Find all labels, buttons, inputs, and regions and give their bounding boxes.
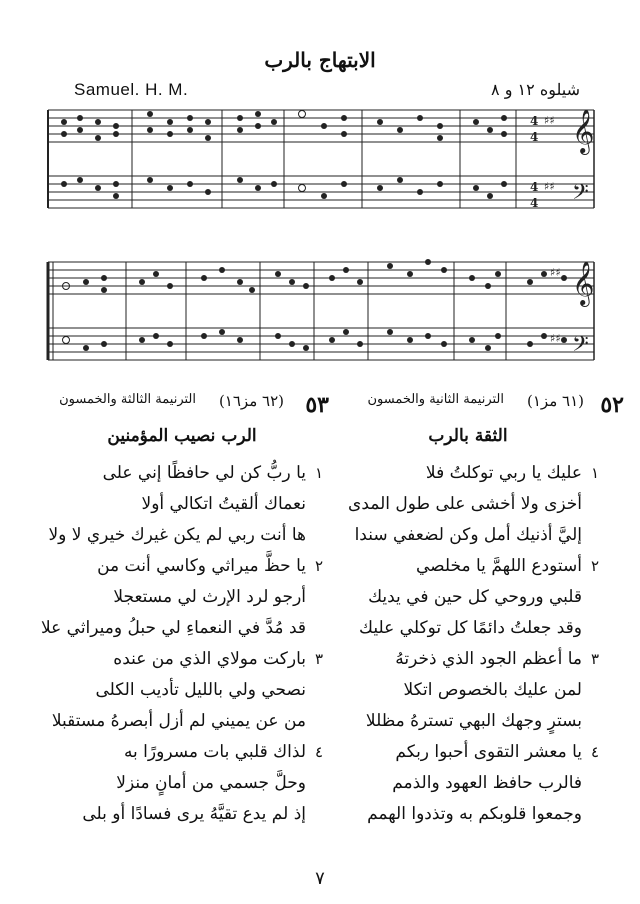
hymn-53-number: ٥٣: [305, 392, 329, 418]
verse-line: لمن عليك بالخصوص اتكلا: [403, 680, 582, 700]
composer-credit: Samuel. H. M.: [74, 80, 189, 99]
verse-line: وحلَّ جسمي من أمانٍ منزلا: [116, 773, 306, 793]
svg-text:4: 4: [530, 180, 539, 194]
svg-text:𝄢: 𝄢: [572, 180, 589, 210]
hymn-headings: [34, 392, 624, 416]
hymn-53-title: الرب نصيب المؤمنين: [107, 426, 257, 446]
stanza-number: ٢: [590, 557, 600, 575]
stanza-number: ٣: [590, 650, 600, 668]
verse-line: أخزى ولا أخشى على طول المدى: [348, 494, 582, 514]
verse-line: أرجو لرد الإرث لي مستعجلا: [113, 587, 306, 607]
stanza-number: ١: [590, 464, 600, 482]
svg-text:4: 4: [530, 114, 539, 128]
verse-line: ما أعظم الجود الذي ذخرتهُ: [395, 649, 582, 669]
verse-line: إليَّ أذنيك أمل وكن لضعفي سندا: [354, 525, 582, 545]
stanza: [32, 458, 332, 551]
verse-line: يا حظَّ ميراثي وكاسي أنت من: [97, 556, 306, 576]
hymn-53-label: الترنيمة الثالثة والخمسون: [59, 392, 196, 407]
stanza-number: ٤: [314, 743, 324, 761]
svg-text:♯♯: ♯♯: [550, 266, 561, 279]
hymn-52-label: الترنيمة الثانية والخمسون: [367, 392, 504, 407]
stanza-number: ٣: [314, 650, 324, 668]
stanza-number: ٤: [590, 743, 600, 761]
svg-text:♯♯: ♯♯: [544, 114, 555, 127]
verse-line: من عن يميني لم أزل أبصرهُ مستقبلا: [51, 711, 306, 731]
stanza: [32, 644, 332, 737]
stanza: [32, 737, 332, 830]
stanza: [32, 551, 332, 644]
verse-line: ها أنت ربي لم يكن غيرك خيري لا ولا: [48, 525, 306, 545]
verse-line: أستودع اللهمَّ يا مخلصي: [415, 556, 582, 576]
stanza: [328, 458, 608, 551]
verse-line: وقد جعلتُ دائمًا كل توكلي عليك: [359, 618, 582, 638]
page-number: ٧: [315, 868, 325, 889]
verse-line: إذ لم يدع تقيَّهُ يرى فسادًا أو بلى: [82, 804, 306, 824]
hymn-52-number: ٥٢: [600, 392, 624, 418]
hymn-52-column: [328, 426, 608, 830]
verse-line: باركت مولاي الذي من عنده: [113, 649, 306, 669]
stanza: [328, 737, 608, 830]
verse-line: فالرب حافظ العهود والذمم: [392, 773, 582, 793]
stanza: [328, 551, 608, 644]
stanza-number: ١: [314, 464, 324, 482]
verse-line: وجمعوا قلوبكم به وتذدوا الهمم: [367, 804, 582, 824]
svg-text:𝄞: 𝄞: [572, 109, 595, 153]
tune-meter: شيلوه ١٢ و ٨: [491, 80, 580, 99]
svg-text:♯♯: ♯♯: [550, 332, 561, 345]
verse-line: يا ربُّ كن لي حافظًا إني على: [102, 463, 306, 483]
verse-line: نعماك ألقيتُ اتكالي أولا: [141, 494, 306, 514]
tune-title: الابتهاج بالرب: [264, 48, 376, 72]
verse-line: بسترٍ وجهك البهي تسترهُ مظللا: [365, 711, 582, 731]
music-score-system-1: [44, 100, 598, 230]
verse-line: قلبي وروحي كل حين في يديك: [368, 587, 582, 607]
hymn-53-column: [32, 426, 332, 830]
verse-line: لذاك قلبي بات مسرورًا به: [123, 742, 306, 762]
svg-text:4: 4: [530, 130, 539, 144]
svg-text:4: 4: [530, 196, 539, 210]
svg-text:♯♯: ♯♯: [544, 180, 555, 193]
verse-line: قد مُدَّ في النعماءِ لي حبلُ وميراثي علا: [40, 618, 306, 638]
verse-line: يا معشر التقوى أحبوا ربكم: [395, 742, 582, 762]
svg-text:𝄢: 𝄢: [572, 332, 589, 362]
hymn-52-reference: (٦١ مز١): [527, 392, 584, 410]
verse-line: عليك يا ربي توكلتُ فلا: [425, 463, 582, 483]
svg-text:𝄞: 𝄞: [572, 261, 595, 305]
hymn-53-reference: (٦٢ مز١٦): [218, 392, 284, 410]
hymn-52-title: الثقة بالرب: [428, 426, 508, 446]
verse-line: نصحي ولي بالليل تأديب الكلى: [95, 680, 306, 700]
stanza-number: ٢: [314, 557, 324, 575]
music-score-system-2: [44, 252, 598, 382]
stanza: [328, 644, 608, 737]
